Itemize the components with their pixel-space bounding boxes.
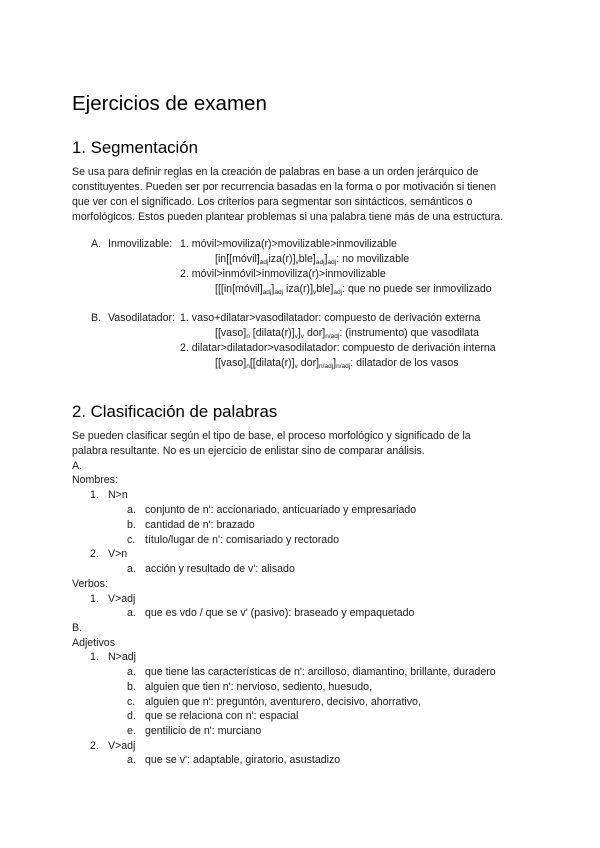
- list-marker: e.: [127, 725, 136, 737]
- list-marker: a.: [127, 607, 136, 619]
- list-item: que tiene las características de n': arcilloso, diamantino, brillante, duradero: [145, 666, 496, 678]
- list-item: acción y resultado de v': alisado: [145, 563, 295, 575]
- list-item: alguien que tien n': nervioso, sediento, huesudo,: [145, 681, 373, 693]
- paragraph-line: que ver con el significado. Los criterios para segmentar son sintácticos, semánticos o: [72, 196, 473, 208]
- list-marker: a.: [127, 504, 136, 516]
- list-marker: b.: [127, 681, 136, 693]
- list-item-label: N>adj: [108, 651, 136, 663]
- list-number: 2.: [90, 740, 99, 752]
- part-a-label: A.: [72, 460, 83, 472]
- part-b-label: B.: [72, 622, 83, 634]
- bracket-segmentation: [$[vaso]_n[[dilata(r)]_v$ $dor]_{n/adj}]_{n/adj}$: dilatador de los vasos: [215, 357, 459, 370]
- list-marker: d.: [127, 710, 136, 722]
- list-marker: b.: [127, 519, 136, 531]
- list-marker: c.: [127, 696, 136, 708]
- list-number: 2.: [90, 548, 99, 560]
- derivation-line: 2. móvil>inmóvil>inmoviliza(r)>inmovilizable: [180, 268, 386, 280]
- bracket-segmentation: $[in[[móvil]_{adj}iza(r)]_vble]_{adj}]_{adj}$: no movilizable: [215, 253, 410, 266]
- list-marker: a.: [127, 563, 136, 575]
- derivation-line: 1. móvil>moviliza(r)>movilizable>inmovilizable: [180, 238, 397, 250]
- list-marker: a.: [127, 754, 136, 766]
- list-number: 1.: [90, 489, 99, 501]
- paragraph-line: palabra resultante. No es un ejercicio de enlistar sino de comparar análisis.: [72, 445, 425, 457]
- list-item: que es vdo / que se v' (pasivo): braseado y empaquetado: [145, 607, 415, 619]
- section-1-heading: 1. Segmentación: [72, 138, 198, 157]
- paragraph-line: morfológicos. Estos pueden plantear problemas si una palabra tiene más de una estructura.: [72, 211, 504, 223]
- list-item: gentilicio de n': murciano: [145, 725, 262, 737]
- list-marker: A.: [91, 238, 102, 250]
- nombres-label: Nombres:: [72, 474, 118, 486]
- example-label: Vasodilatador:: [108, 312, 175, 324]
- page-title: Ejercicios de examen: [72, 92, 267, 115]
- list-item: cantidad de n': brazado: [145, 519, 255, 531]
- paragraph-line: Se pueden clasificar según el tipo de base, el proceso morfológico y significado de la: [72, 430, 471, 442]
- section-2-heading: 2. Clasificación de palabras: [72, 402, 278, 421]
- derivation-line: 1. vaso+dilatar>vasodilatador: compuesto de derivación externa: [180, 312, 481, 324]
- paragraph-line: Se usa para definir reglas en la creación de palabras en base a un orden jerárquico de: [72, 166, 479, 178]
- section-2-paragraph: [72, 429, 532, 459]
- list-marker: B.: [91, 312, 102, 324]
- list-number: 1.: [90, 593, 99, 605]
- adjetivos-label: Adjetivos: [72, 637, 115, 649]
- list-item-label: V>n: [108, 548, 128, 560]
- verbos-label: Verbos:: [72, 578, 108, 590]
- example-label: Inmovilizable:: [108, 238, 173, 250]
- list-item: título/lugar de n': comisariado y rectorado: [145, 534, 339, 546]
- derivation-line: 2. dilatar>dilatador>vasodilatador: compuesto de derivación interna: [180, 342, 496, 354]
- list-item-label: N>n: [108, 489, 128, 501]
- list-marker: a.: [127, 666, 136, 678]
- list-item-label: V>adj: [108, 740, 136, 752]
- list-item: conjunto de n': accionariado, anticuariado y empresariado: [145, 504, 417, 516]
- list-item: que se v': adaptable, giratorio, asustadizo: [145, 754, 341, 766]
- section-1-paragraph: [72, 165, 532, 225]
- list-marker: c.: [127, 534, 136, 546]
- list-item: alguien que n': preguntón, aventurero, decisivo, ahorrativo,: [145, 696, 421, 708]
- list-number: 1.: [90, 651, 99, 663]
- bracket-segmentation: [[$[in[móvil]_{adj}]_{adj}$ $iza(r)]_vble]_{adj}$: que no puede ser inmovilizado: [215, 283, 492, 296]
- list-item: que se relaciona con n': espacial: [145, 710, 299, 722]
- bracket-segmentation: [$[vaso]_n$ $[dilata(r)]_v]_v$ $dor]_{n/adj}$: (instrumento) que vasodilata: [215, 327, 479, 340]
- list-item-label: V>adj: [108, 593, 136, 605]
- paragraph-line: constituyentes. Pueden ser por recurrencia basadas en la forma o por motivación si tienen: [72, 181, 496, 193]
